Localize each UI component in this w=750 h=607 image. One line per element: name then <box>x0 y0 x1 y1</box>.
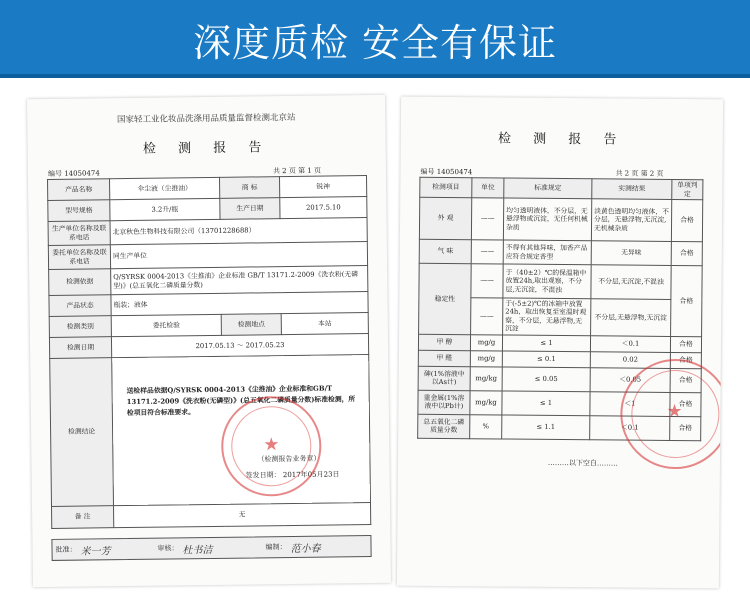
test-date: 2017.05.13 ～ 2017.05.23 <box>111 334 368 358</box>
edit-block <box>265 539 370 555</box>
report-title: 检 测 报 告 <box>142 140 271 157</box>
stamp-star-icon: ★ <box>263 434 280 456</box>
place-label: 检测地点 <box>221 314 281 336</box>
row-result: 0.02 <box>590 352 670 369</box>
row-result: 无异味 <box>591 241 671 266</box>
approve-label: 批准： <box>55 545 77 554</box>
row-result: 不分层,无悬浮物,无沉淀 <box>591 299 671 337</box>
row-verdict: 合格 <box>670 368 701 392</box>
prod-date: 2017.5.10 <box>280 197 367 219</box>
results-header-row <box>420 177 703 199</box>
row-result: ＜0.05 <box>590 368 670 393</box>
row-verdict: 合格 <box>671 241 702 265</box>
row-verdict: 合格 <box>671 265 703 336</box>
row-item: 外 观 <box>419 197 471 239</box>
table-row <box>419 239 702 265</box>
report-number: 编号 14050474 <box>47 169 100 178</box>
review-block <box>157 540 265 556</box>
state-label: 产品状态 <box>49 295 111 317</box>
product-name-label: 产品名称 <box>48 179 110 201</box>
row-verdict: 合格 <box>670 392 701 416</box>
row-unit: mg/g <box>470 335 502 351</box>
table-row <box>419 197 702 241</box>
row-item: 稳定性 <box>419 263 472 334</box>
row-unit: —— <box>471 264 503 298</box>
client: 同生产单位 <box>110 242 367 269</box>
review-label: 审核： <box>157 544 179 553</box>
approve-signature: 米一芳 <box>80 545 111 558</box>
row-result: ＜1 <box>590 392 670 417</box>
prod-date-label: 生产日期 <box>220 198 280 220</box>
banner-title: 深度质检 安全有保证 <box>192 20 558 65</box>
row-verdict: 合格 <box>670 352 701 368</box>
maker-label: 生产单位名称及联系电话 <box>48 221 110 246</box>
client-label: 委托单位名称及联系电话 <box>48 245 110 270</box>
report-page-2 <box>397 97 723 589</box>
col-std: 标准规定 <box>504 178 592 199</box>
place: 本站 <box>281 313 368 335</box>
conclusion-text: 送检样品依据Q/SYRSK 0004-2013《尘推油》企业标准和GB/T 13171.2-2009《洗衣粉(无磷型)》(总五氧化二磷质量分数)标准检测，所检项目符合标准要求。 <box>126 384 356 417</box>
type-label: 检测类别 <box>49 316 111 338</box>
conclusion-label: 检测结论 <box>50 358 114 507</box>
table-row <box>419 263 702 299</box>
product-name: 伞尘液（尘推油） <box>110 177 220 199</box>
row-item: 砷(1%溶液中以As计) <box>418 366 470 390</box>
edit-label: 编制： <box>265 543 287 552</box>
brand-label: 商 标 <box>220 177 280 199</box>
col-unit: 单位 <box>472 178 504 198</box>
row-unit: % <box>470 415 502 439</box>
row-std: ≤ 1 <box>502 391 590 416</box>
state: 瓶装；液体 <box>111 292 368 316</box>
row-item: 气 味 <box>419 239 471 263</box>
remark-label: 备 注 <box>52 506 114 529</box>
basis: Q/SYRSK 0004-2013《尘推油》企业标准 GB/T 13171.2-2009《洗衣粉(无磷型)》(总五氧化二磷质量分数) <box>111 266 368 295</box>
date-label: 检测日期 <box>49 337 111 359</box>
row-item: 重金属(1%溶液中以Pb计) <box>418 390 470 414</box>
type: 委托检验 <box>111 314 221 336</box>
stamp-seal-2 <box>620 359 723 470</box>
row-std: 均匀透明液体，不分层，无悬浮物或沉淀，无任何机械杂质 <box>503 198 591 241</box>
row-unit: mg/g <box>470 351 502 367</box>
row-std: 于（40±2）℃的保温箱中放置24h,取出观察，不分层,无沉淀，不混浊 <box>503 264 591 299</box>
review-signature: 杜书洁 <box>182 544 213 556</box>
spec-label: 型号规格 <box>48 200 110 222</box>
seal-note: （检测报告业务章） <box>257 454 321 464</box>
col-verdict: 单项判定 <box>672 179 703 199</box>
row-item: 甲 醇 <box>418 334 470 350</box>
issue-date: 签发日期： 2017年05月23日 <box>245 470 340 480</box>
row-unit: —— <box>471 198 503 240</box>
row-item: 总五氧化二磷质量分数 <box>418 414 470 438</box>
org-name: 国家轻工业化妆品洗涤用品质量监督检测北京站 <box>116 112 296 126</box>
row-std: 于(-5±2)℃的冰箱中放置24h，取出恢复至室温时观察，不分层，无悬浮物,无沉淀 <box>503 298 591 336</box>
brand: 锐神 <box>279 176 366 198</box>
row-unit: —— <box>471 240 503 264</box>
report-number-2: 编号 14050474 <box>420 167 473 177</box>
approve-block <box>52 541 157 557</box>
row-result: 不分层,无沉淀,不混浊 <box>591 265 671 300</box>
report-page-1 <box>27 95 391 587</box>
col-result: 实测结果 <box>592 179 672 200</box>
row-unit: —— <box>471 298 503 335</box>
report-title-2: 检 测 报 告 <box>498 131 626 148</box>
remark: 无 <box>114 503 371 528</box>
banner <box>0 0 750 78</box>
spec: 3.2升/瓶 <box>110 198 220 220</box>
row-result: ＜0.1 <box>590 416 670 441</box>
row-std: ≤ 1 <box>502 335 590 352</box>
end-note: ………以下空白……… <box>547 458 618 468</box>
row-std: ≤ 0.05 <box>502 367 590 392</box>
row-std: ≤ 0.1 <box>502 351 590 368</box>
report-info-table <box>47 175 371 529</box>
row-unit: mg/kg <box>470 367 502 391</box>
signature-row <box>51 535 371 561</box>
row-std: 不得有其他异味，加香产品应符合规定香型 <box>503 240 591 265</box>
page-info: 共 2 页 第 1 页 <box>272 166 322 176</box>
row-result: 淡黄色透明均匀液体，不分层，无悬浮物,无沉淀,无机械杂质 <box>591 199 671 242</box>
row-verdict: 合格 <box>670 336 701 352</box>
page-info-2: 共 2 页 第 2 页 <box>615 169 664 178</box>
row-result: ＜0.1 <box>590 336 670 353</box>
stamp-star-icon-2: ★ <box>666 400 683 423</box>
row-verdict: 合格 <box>671 199 702 241</box>
row-std: ≤ 1.1 <box>502 415 590 440</box>
row-item: 甲 醛 <box>418 350 470 366</box>
row-unit: mg/kg <box>470 391 502 415</box>
row-verdict: 合格 <box>670 416 701 440</box>
edit-signature: 范小春 <box>290 543 321 555</box>
maker: 北京秋色生物科技有限公司（13701228688） <box>110 218 367 245</box>
basis-label: 检测依据 <box>49 269 111 296</box>
col-item: 检测项目 <box>420 177 472 197</box>
